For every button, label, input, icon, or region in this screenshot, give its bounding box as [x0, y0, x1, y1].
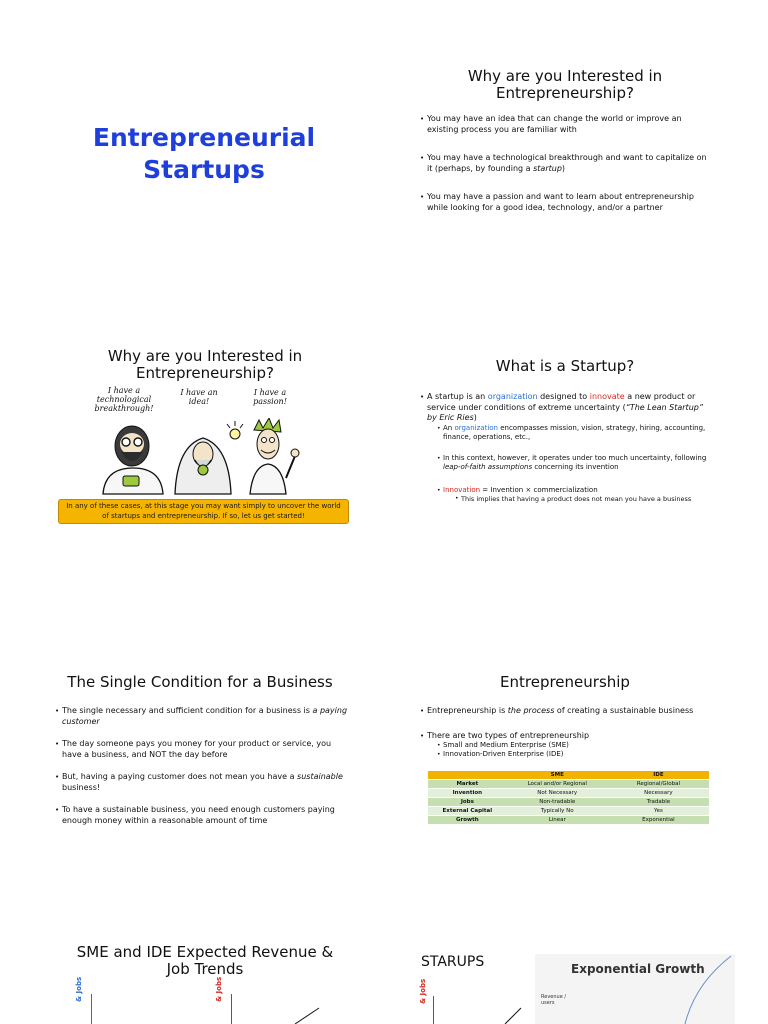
table-cell: Necessary	[608, 789, 709, 798]
bullet-item: • You may have a technological breakthrough and want to capitalize on it (perhaps, by founding a startup)	[420, 153, 710, 174]
axis-label: & Jobs	[419, 978, 427, 1004]
bullet-item: • To have a sustainable business, you need enough customers paying enough money within a reasonable amount of time	[55, 805, 348, 826]
table-row	[428, 780, 709, 789]
caption-passion: I have a passion!	[253, 388, 287, 406]
table-cell: Not Necessary	[507, 789, 608, 798]
trend-line	[503, 1006, 523, 1024]
bullet-item: • You may have a passion and want to learn about entrepreneurship while looking for a good idea, technology, and/or a partner	[420, 192, 710, 213]
sub-bullet-item: • Innovation-Driven Enterprise (IDE)	[437, 750, 713, 759]
table-cell: Invention	[428, 789, 507, 798]
table-header-cell: IDE	[608, 771, 709, 780]
table-cell: Local and/or Regional	[507, 780, 608, 789]
sub-bullet-list	[427, 741, 713, 759]
table-cell: Jobs	[428, 798, 507, 807]
caption-idea: I have an idea!	[180, 388, 218, 406]
slide-title-page	[20, 60, 388, 290]
deck-title-line2: Startups	[143, 155, 265, 184]
bullet-item: • The single necessary and sufficient condition for a business is a paying customer	[55, 706, 348, 727]
inset-axis-label: Revenue / users	[541, 994, 567, 1006]
bearded-person-figure	[103, 426, 163, 494]
table-cell: Exponential	[608, 816, 709, 825]
chart-axis	[433, 996, 434, 1024]
sub-bullet-item: • In this context, however, it operates under too much uncertainty, following leap-of-faith assumptions concerning its invention	[437, 454, 713, 472]
table-cell: Typically No	[507, 807, 608, 816]
comparison-table	[428, 771, 709, 825]
slide-title: The Single Condition for a Business	[67, 674, 333, 691]
table-header-cell	[428, 771, 507, 780]
table-cell: Regional/Global	[608, 780, 709, 789]
sub-bullet-item: • Innovation = Invention × commercialization • This implies that having a product does not mean you have a business	[437, 486, 713, 503]
exponential-growth-inset	[535, 954, 735, 1024]
slide-title: Why are you Interested in Entrepreneurship?	[107, 348, 303, 382]
bullet-item: • The day someone pays you money for your product or service, you have a business, and NOT the day before	[55, 739, 348, 760]
bullet-item: • There are two types of entrepreneurship • Small and Medium Enterprise (SME) • Innovation-Driven Enterprise (IDE)	[420, 731, 713, 760]
cartoon-illustration	[55, 418, 355, 498]
caption-breakthrough: I have a technological breakthrough!	[94, 386, 154, 413]
chart-axis-right	[231, 994, 232, 1024]
axis-label-left: & Jobs	[75, 976, 83, 1002]
slide-title: Entrepreneurship	[500, 674, 630, 691]
table-row	[428, 816, 709, 825]
slide-entrepreneurship	[415, 674, 715, 844]
table-cell: Tradable	[608, 798, 709, 807]
inset-curve	[675, 954, 735, 1024]
table-cell: External Capital	[428, 807, 507, 816]
table-header-cell: SME	[507, 771, 608, 780]
table-row	[428, 807, 709, 816]
bullet-list	[55, 706, 348, 826]
table-cell: Growth	[428, 816, 507, 825]
slide-title: STARUPS	[421, 954, 485, 970]
slide-single-condition	[50, 674, 350, 854]
axis-label-right: & Jobs	[215, 976, 223, 1002]
table-cell: Market	[428, 780, 507, 789]
bullet-item: • A startup is an organization designed to innovate a new product or service under conditions of extreme uncertainty (“The Lean Startup” by Eric Ries) • An organization encompasses mission, vision, strategy, hiring, accounting, finance, operations, etc., • In this context, however, it operates under too much uncertainty, following leap-of-faith assumptions concerning its invention • Innovation = Invention × commercialization • This implies that having a product does not mean you have a business	[420, 392, 713, 503]
bullet-list	[420, 706, 713, 759]
bullet-list	[420, 392, 713, 503]
bullet-item: • Entrepreneurship is the process of creating a sustainable business	[420, 706, 713, 717]
bullet-item: • But, having a paying customer does not mean you have a sustainable business!	[55, 772, 348, 793]
sub-bullet-list	[427, 424, 713, 503]
sub-sub-bullet-item: • This implies that having a product does not mean you have a business	[455, 495, 713, 503]
slide-why-interested-cartoon	[55, 348, 355, 533]
sub-sub-bullet-list	[443, 495, 713, 503]
sub-bullet-item: • Small and Medium Enterprise (SME)	[437, 741, 713, 750]
table-cell: Linear	[507, 816, 608, 825]
deck-title	[20, 122, 388, 186]
table-cell: Non-tradable	[507, 798, 608, 807]
slide-why-interested	[415, 68, 715, 298]
table-row	[428, 789, 709, 798]
chart-axis-left	[91, 994, 92, 1024]
bullet-list	[420, 114, 710, 213]
inset-title: Exponential Growth	[571, 962, 705, 976]
slide-what-is-startup	[415, 358, 715, 528]
slide-sme-ide-trends	[55, 944, 355, 1024]
table-row	[428, 798, 709, 807]
table-header-row	[428, 771, 709, 780]
table-cell: Yes	[608, 807, 709, 816]
comparison-table-wrap	[428, 771, 709, 825]
callout-banner: In any of these cases, at this stage you may want simply to uncover the world of startups and entrepreneurship. If so, let us get started!	[58, 499, 349, 524]
slide-startups-growth	[415, 944, 745, 1024]
slide-title: What is a Startup?	[495, 358, 635, 375]
green-haired-person-figure	[250, 418, 299, 494]
slide-title: Why are you Interested in Entrepreneurship?	[467, 68, 663, 102]
deck-title-line1: Entrepreneurial	[92, 123, 316, 152]
trend-line	[293, 1006, 323, 1024]
slide-title: SME and IDE Expected Revenue & Job Trends	[76, 944, 334, 978]
sub-bullet-item: • An organization encompasses mission, vision, strategy, hiring, accounting, finance, operations, etc.,	[437, 424, 713, 442]
bullet-item: • You may have an idea that can change the world or improve an existing process you are familiar with	[420, 114, 710, 135]
hooded-person-figure	[175, 421, 243, 494]
